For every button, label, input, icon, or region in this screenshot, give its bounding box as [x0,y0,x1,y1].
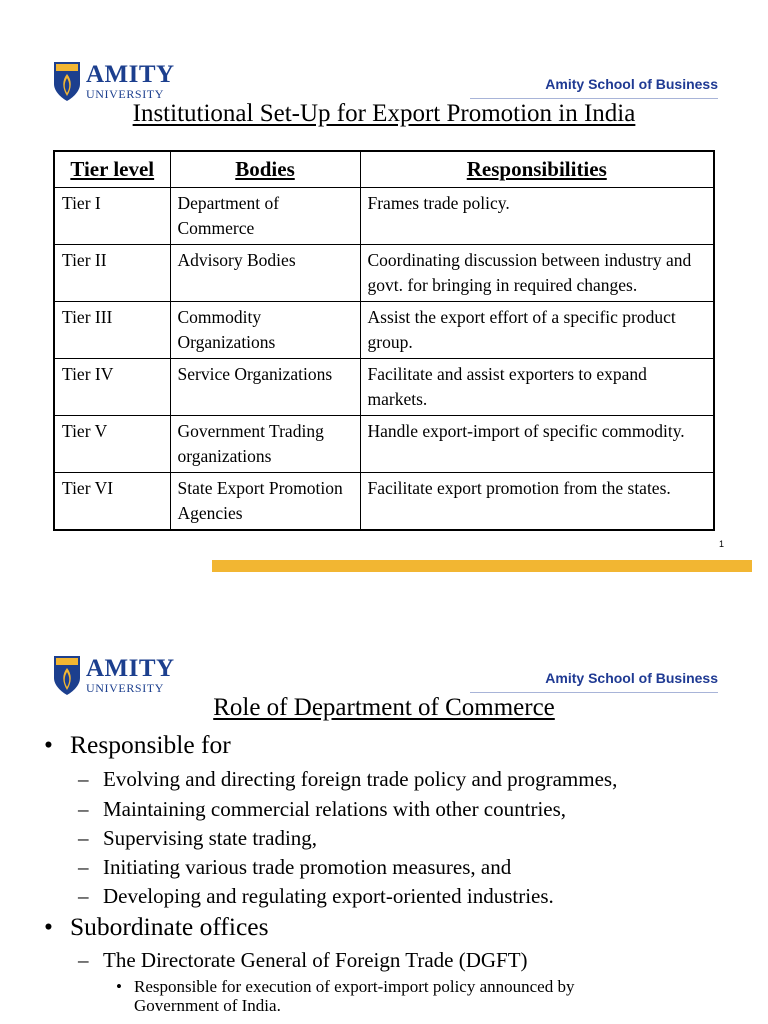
bullet-dash: – [78,826,89,850]
table-row [54,245,714,302]
bullet-dot: • [116,977,122,996]
cell-responsibility: Frames trade policy. [360,188,714,245]
list-item: – Evolving and directing foreign trade policy and programmes, [78,767,618,791]
table-header-row [54,151,714,188]
cell-responsibility: Assist the export effort of a specific product group. [360,302,714,359]
amity-emblem-icon [52,654,82,696]
table-row [54,302,714,359]
cell-body: Government Trading organizations [170,416,360,473]
slide-title: Role of Department of Commerce [213,694,555,721]
slide-title: Institutional Set-Up for Export Promotion in India [132,100,636,127]
cell-tier: Tier II [54,245,170,302]
table-row [54,416,714,473]
logo-university-text: UNIVERSITY [86,87,164,101]
slide-footer-bar [212,560,752,572]
cell-responsibility: Coordinating discussion between industry and govt. for bringing in required changes. [360,245,714,302]
bullet-dash: – [78,797,89,821]
cell-responsibility: Facilitate export promotion from the states. [360,473,714,531]
list-item: – Initiating various trade promotion measures, and [78,855,512,879]
bullet-dash: – [78,855,89,879]
cell-tier: Tier V [54,416,170,473]
school-rule [470,692,718,693]
amity-logo [52,654,175,696]
bullet-dash: – [78,884,89,908]
list-item-dgft-detail: • Responsible for execution of export-import policy announced by Government of India. [116,977,575,1015]
cell-body: Department of Commerce [170,188,360,245]
bullet-dash: – [78,767,89,791]
header-bodies: Bodies [170,151,360,188]
table-row [54,359,714,416]
cell-responsibility: Handle export-import of specific commodity. [360,416,714,473]
cell-body: Advisory Bodies [170,245,360,302]
cell-tier: Tier I [54,188,170,245]
cell-tier: Tier III [54,302,170,359]
header-tier-level: Tier level [54,151,170,188]
school-rule [470,98,718,99]
bullet-dot: • [44,730,53,759]
slide-number: 1 [719,539,725,549]
table-row [54,473,714,531]
cell-tier: Tier IV [54,359,170,416]
school-name: Amity School of Business [545,670,718,686]
export-promotion-table [53,150,715,531]
cell-body: Service Organizations [170,359,360,416]
amity-logo [52,60,175,102]
school-name: Amity School of Business [545,76,718,92]
bullet-dash: – [78,948,89,972]
bullet-dot: • [44,912,53,941]
header-responsibilities: Responsibilities [360,151,714,188]
amity-emblem-icon [52,60,82,102]
table-row [54,188,714,245]
list-item: – Supervising state trading, [78,826,318,850]
cell-body: Commodity Organizations [170,302,360,359]
cell-responsibility: Facilitate and assist exporters to expand markets. [360,359,714,416]
bullet-responsible-for: • Responsible for [44,730,231,759]
list-item: – Maintaining commercial relations with other countries, [78,797,567,821]
bullet-subordinate-offices: • Subordinate offices [44,912,269,941]
cell-body: State Export Promotion Agencies [170,473,360,531]
list-item: – Developing and regulating export-oriented industries. [78,884,554,908]
logo-university-text: UNIVERSITY [86,681,164,695]
list-item-dgft: – The Directorate General of Foreign Trade (DGFT) [78,948,528,972]
slide-2 [0,640,768,1024]
logo-amity-text: AMITY [86,655,175,682]
cell-tier: Tier VI [54,473,170,531]
logo-amity-text: AMITY [86,61,175,88]
